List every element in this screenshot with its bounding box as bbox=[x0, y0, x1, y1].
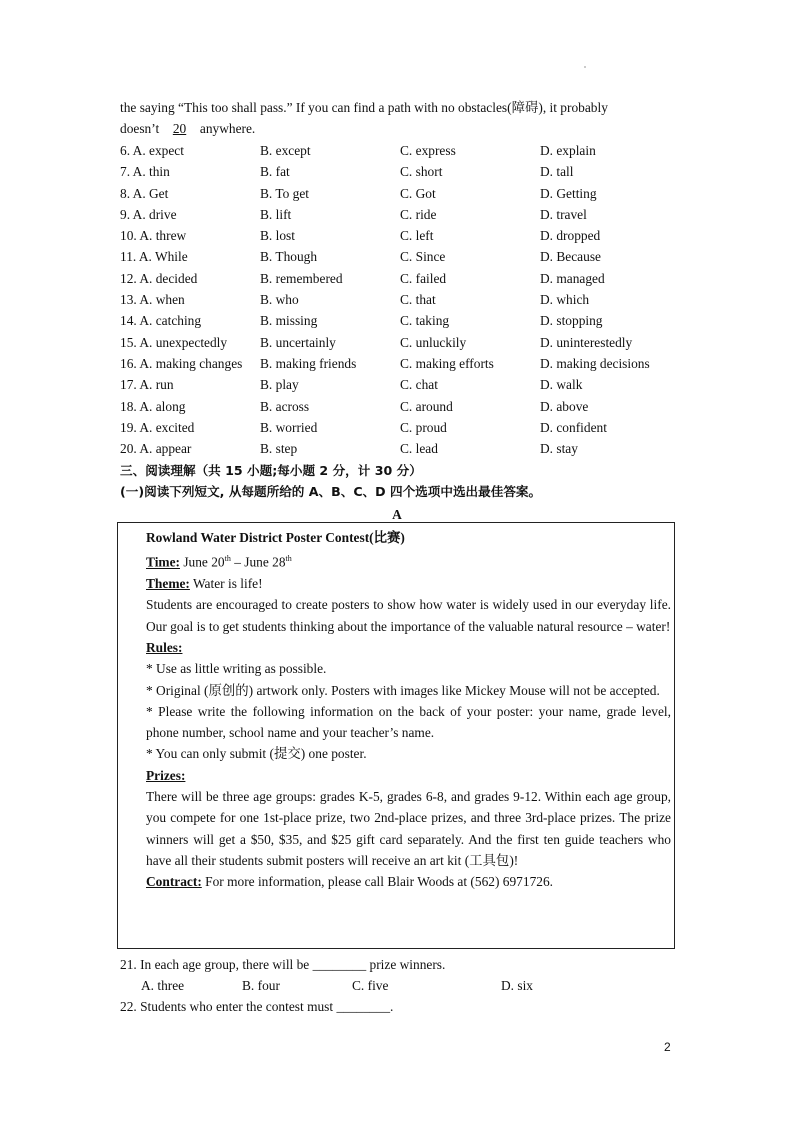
option-7-d: D. tall bbox=[540, 164, 574, 180]
page-number: 2 bbox=[664, 1040, 671, 1054]
option-12-d: D. managed bbox=[540, 270, 605, 286]
option-19-d: D. confident bbox=[540, 419, 607, 435]
option-row-19 bbox=[120, 417, 680, 438]
option-11-a: 11. A. While bbox=[120, 249, 188, 265]
option-15-d: D. uninterestedly bbox=[540, 334, 633, 350]
option-11-b: B. Though bbox=[260, 249, 318, 265]
time-sup-2: th bbox=[285, 554, 292, 564]
option-17-c: C. chat bbox=[400, 377, 438, 393]
time-sup-1: th bbox=[224, 554, 231, 564]
intro-line-1: the saying “This too shall pass.” If you can find a path with no obstacles(障碍), it probably bbox=[120, 100, 608, 115]
q21-option-c: C. five bbox=[352, 978, 389, 993]
rule-item: * You can only submit (提交) one poster. bbox=[146, 746, 367, 762]
question-21: 21. In each age group, there will be ________ prize winners. bbox=[120, 957, 446, 972]
rules-label: Rules: bbox=[146, 639, 183, 655]
section-title: 三、阅读理解（共 15 小题;每小题 2 分，计 30 分） bbox=[120, 463, 422, 478]
option-16-d: D. making decisions bbox=[540, 355, 650, 371]
rule-item: * Original (原创的) artwork only. Posters with images like Mickey Mouse will not be accepted. bbox=[146, 682, 660, 698]
option-row-14 bbox=[120, 310, 680, 331]
option-13-b: B. who bbox=[260, 292, 299, 308]
option-13-d: D. which bbox=[540, 292, 590, 308]
theme-line bbox=[146, 573, 671, 594]
poster-contest-box bbox=[117, 522, 675, 949]
option-7-b: B. fat bbox=[260, 164, 290, 180]
prizes-text: There will be three age groups: grades K-5, grades 6-8, and grades 9-12. Within each age group, you compete for one 1st-place prize, two 2nd-place prizes, and three 3rd-place prizes. The prize winners will get a $50, $35, and $25 gift card separately. And the first ten guide teachers who have all their students submit posters will receive an art kit (工具包)! bbox=[146, 789, 671, 868]
option-18-b: B. across bbox=[260, 398, 310, 414]
rule-item: * Please write the following information on the back of your poster: your name, grade level, phone number, school name and your teacher’s name. bbox=[146, 703, 671, 741]
option-19-b: B. worried bbox=[260, 419, 318, 435]
question-22: 22. Students who enter the contest must ________. bbox=[120, 999, 394, 1014]
q21-option-a: A. three bbox=[141, 978, 185, 993]
option-6-b: B. except bbox=[260, 143, 311, 158]
option-16-c: C. making efforts bbox=[400, 355, 494, 371]
option-row-6 bbox=[120, 140, 680, 161]
option-8-a: 8. A. Get bbox=[120, 185, 169, 201]
option-16-a: 16. A. making changes bbox=[120, 355, 243, 371]
option-6-c: C. express bbox=[400, 143, 456, 158]
option-6-d: D. explain bbox=[540, 143, 596, 158]
option-6-a: 6. A. expect bbox=[120, 143, 184, 158]
prizes-label: Prizes: bbox=[146, 767, 186, 783]
theme-value: Water is life! bbox=[189, 576, 263, 592]
option-20-d: D. stay bbox=[540, 441, 578, 457]
time-label: Time: bbox=[146, 554, 180, 570]
option-12-c: C. failed bbox=[400, 270, 447, 286]
passage-letter: A bbox=[392, 507, 402, 522]
option-9-d: D. travel bbox=[540, 206, 587, 222]
option-8-b: B. To get bbox=[260, 185, 310, 201]
contract-value: For more information, please call Blair Woods at (562) 6971726. bbox=[201, 874, 554, 890]
option-15-a: 15. A. unexpectedly bbox=[120, 334, 228, 350]
option-14-a: 14. A. catching bbox=[120, 313, 202, 329]
option-9-a: 9. A. drive bbox=[120, 206, 177, 222]
option-11-d: D. Because bbox=[540, 249, 601, 265]
scan-speck bbox=[584, 66, 586, 68]
option-18-d: D. above bbox=[540, 398, 589, 414]
option-20-c: C. lead bbox=[400, 441, 438, 457]
option-11-c: C. Since bbox=[400, 249, 446, 265]
passage-continuation bbox=[120, 97, 675, 139]
option-row-11 bbox=[120, 246, 680, 267]
option-row-9 bbox=[120, 204, 680, 225]
time-line bbox=[146, 548, 671, 573]
option-17-d: D. walk bbox=[540, 377, 583, 393]
option-20-a: 20. A. appear bbox=[120, 441, 192, 457]
option-20-b: B. step bbox=[260, 441, 298, 457]
rules-list bbox=[146, 658, 671, 764]
section-instruction: (一)阅读下列短文, 从每题所给的 A、B、C、D 四个选项中选出最佳答案。 bbox=[120, 484, 542, 499]
option-row-18 bbox=[120, 396, 680, 417]
option-8-c: C. Got bbox=[400, 185, 436, 201]
q21-option-d: D. six bbox=[501, 978, 533, 993]
option-15-c: C. unluckily bbox=[400, 334, 467, 350]
option-13-c: C. that bbox=[400, 292, 436, 308]
option-13-a: 13. A. when bbox=[120, 292, 185, 308]
option-9-b: B. lift bbox=[260, 206, 292, 222]
option-7-c: C. short bbox=[400, 164, 443, 180]
option-10-d: D. dropped bbox=[540, 228, 601, 244]
intro-line-2-start: doesn’t bbox=[120, 121, 163, 136]
option-18-c: C. around bbox=[400, 398, 453, 414]
poster-title: Rowland Water District Poster Contest(比赛) bbox=[146, 530, 405, 545]
option-18-a: 18. A. along bbox=[120, 398, 186, 414]
option-17-a: 17. A. run bbox=[120, 377, 174, 393]
poster-intro: Students are encouraged to create posters to show how water is widely used in our everyday life. Our goal is to get students thinking about the importance of the valuable natural resource – water! bbox=[146, 597, 671, 634]
option-10-b: B. lost bbox=[260, 228, 295, 244]
option-row-8 bbox=[120, 183, 680, 204]
option-8-d: D. Getting bbox=[540, 185, 597, 201]
option-row-7 bbox=[120, 161, 680, 182]
option-row-12 bbox=[120, 268, 680, 289]
option-15-b: B. uncertainly bbox=[260, 334, 336, 350]
option-row-10 bbox=[120, 225, 680, 246]
option-16-b: B. making friends bbox=[260, 355, 357, 371]
contract-line bbox=[146, 871, 671, 892]
option-12-b: B. remembered bbox=[260, 270, 343, 286]
option-7-a: 7. A. thin bbox=[120, 164, 170, 180]
q21-option-b: B. four bbox=[242, 978, 280, 993]
intro-line-2-end: anywhere. bbox=[196, 121, 256, 136]
option-row-17 bbox=[120, 374, 680, 395]
option-9-c: C. ride bbox=[400, 206, 437, 222]
option-row-16 bbox=[120, 353, 680, 374]
option-row-13 bbox=[120, 289, 680, 310]
time-end: – June 28 bbox=[230, 554, 286, 570]
cloze-options-list bbox=[120, 140, 680, 459]
rule-item: * Use as little writing as possible. bbox=[146, 661, 327, 677]
theme-label: Theme: bbox=[146, 576, 190, 592]
contract-label: Contract: bbox=[146, 874, 202, 890]
option-14-b: B. missing bbox=[260, 313, 318, 329]
option-19-a: 19. A. excited bbox=[120, 419, 195, 435]
option-10-c: C. left bbox=[400, 228, 434, 244]
option-17-b: B. play bbox=[260, 377, 299, 393]
option-19-c: C. proud bbox=[400, 419, 447, 435]
time-start: June 20 bbox=[179, 554, 225, 570]
option-10-a: 10. A. threw bbox=[120, 228, 187, 244]
option-14-d: D. stopping bbox=[540, 313, 603, 329]
blank-20: 20 bbox=[172, 121, 187, 136]
option-14-c: C. taking bbox=[400, 313, 450, 329]
option-row-15 bbox=[120, 332, 680, 353]
option-12-a: 12. A. decided bbox=[120, 270, 198, 286]
option-row-20 bbox=[120, 438, 680, 459]
